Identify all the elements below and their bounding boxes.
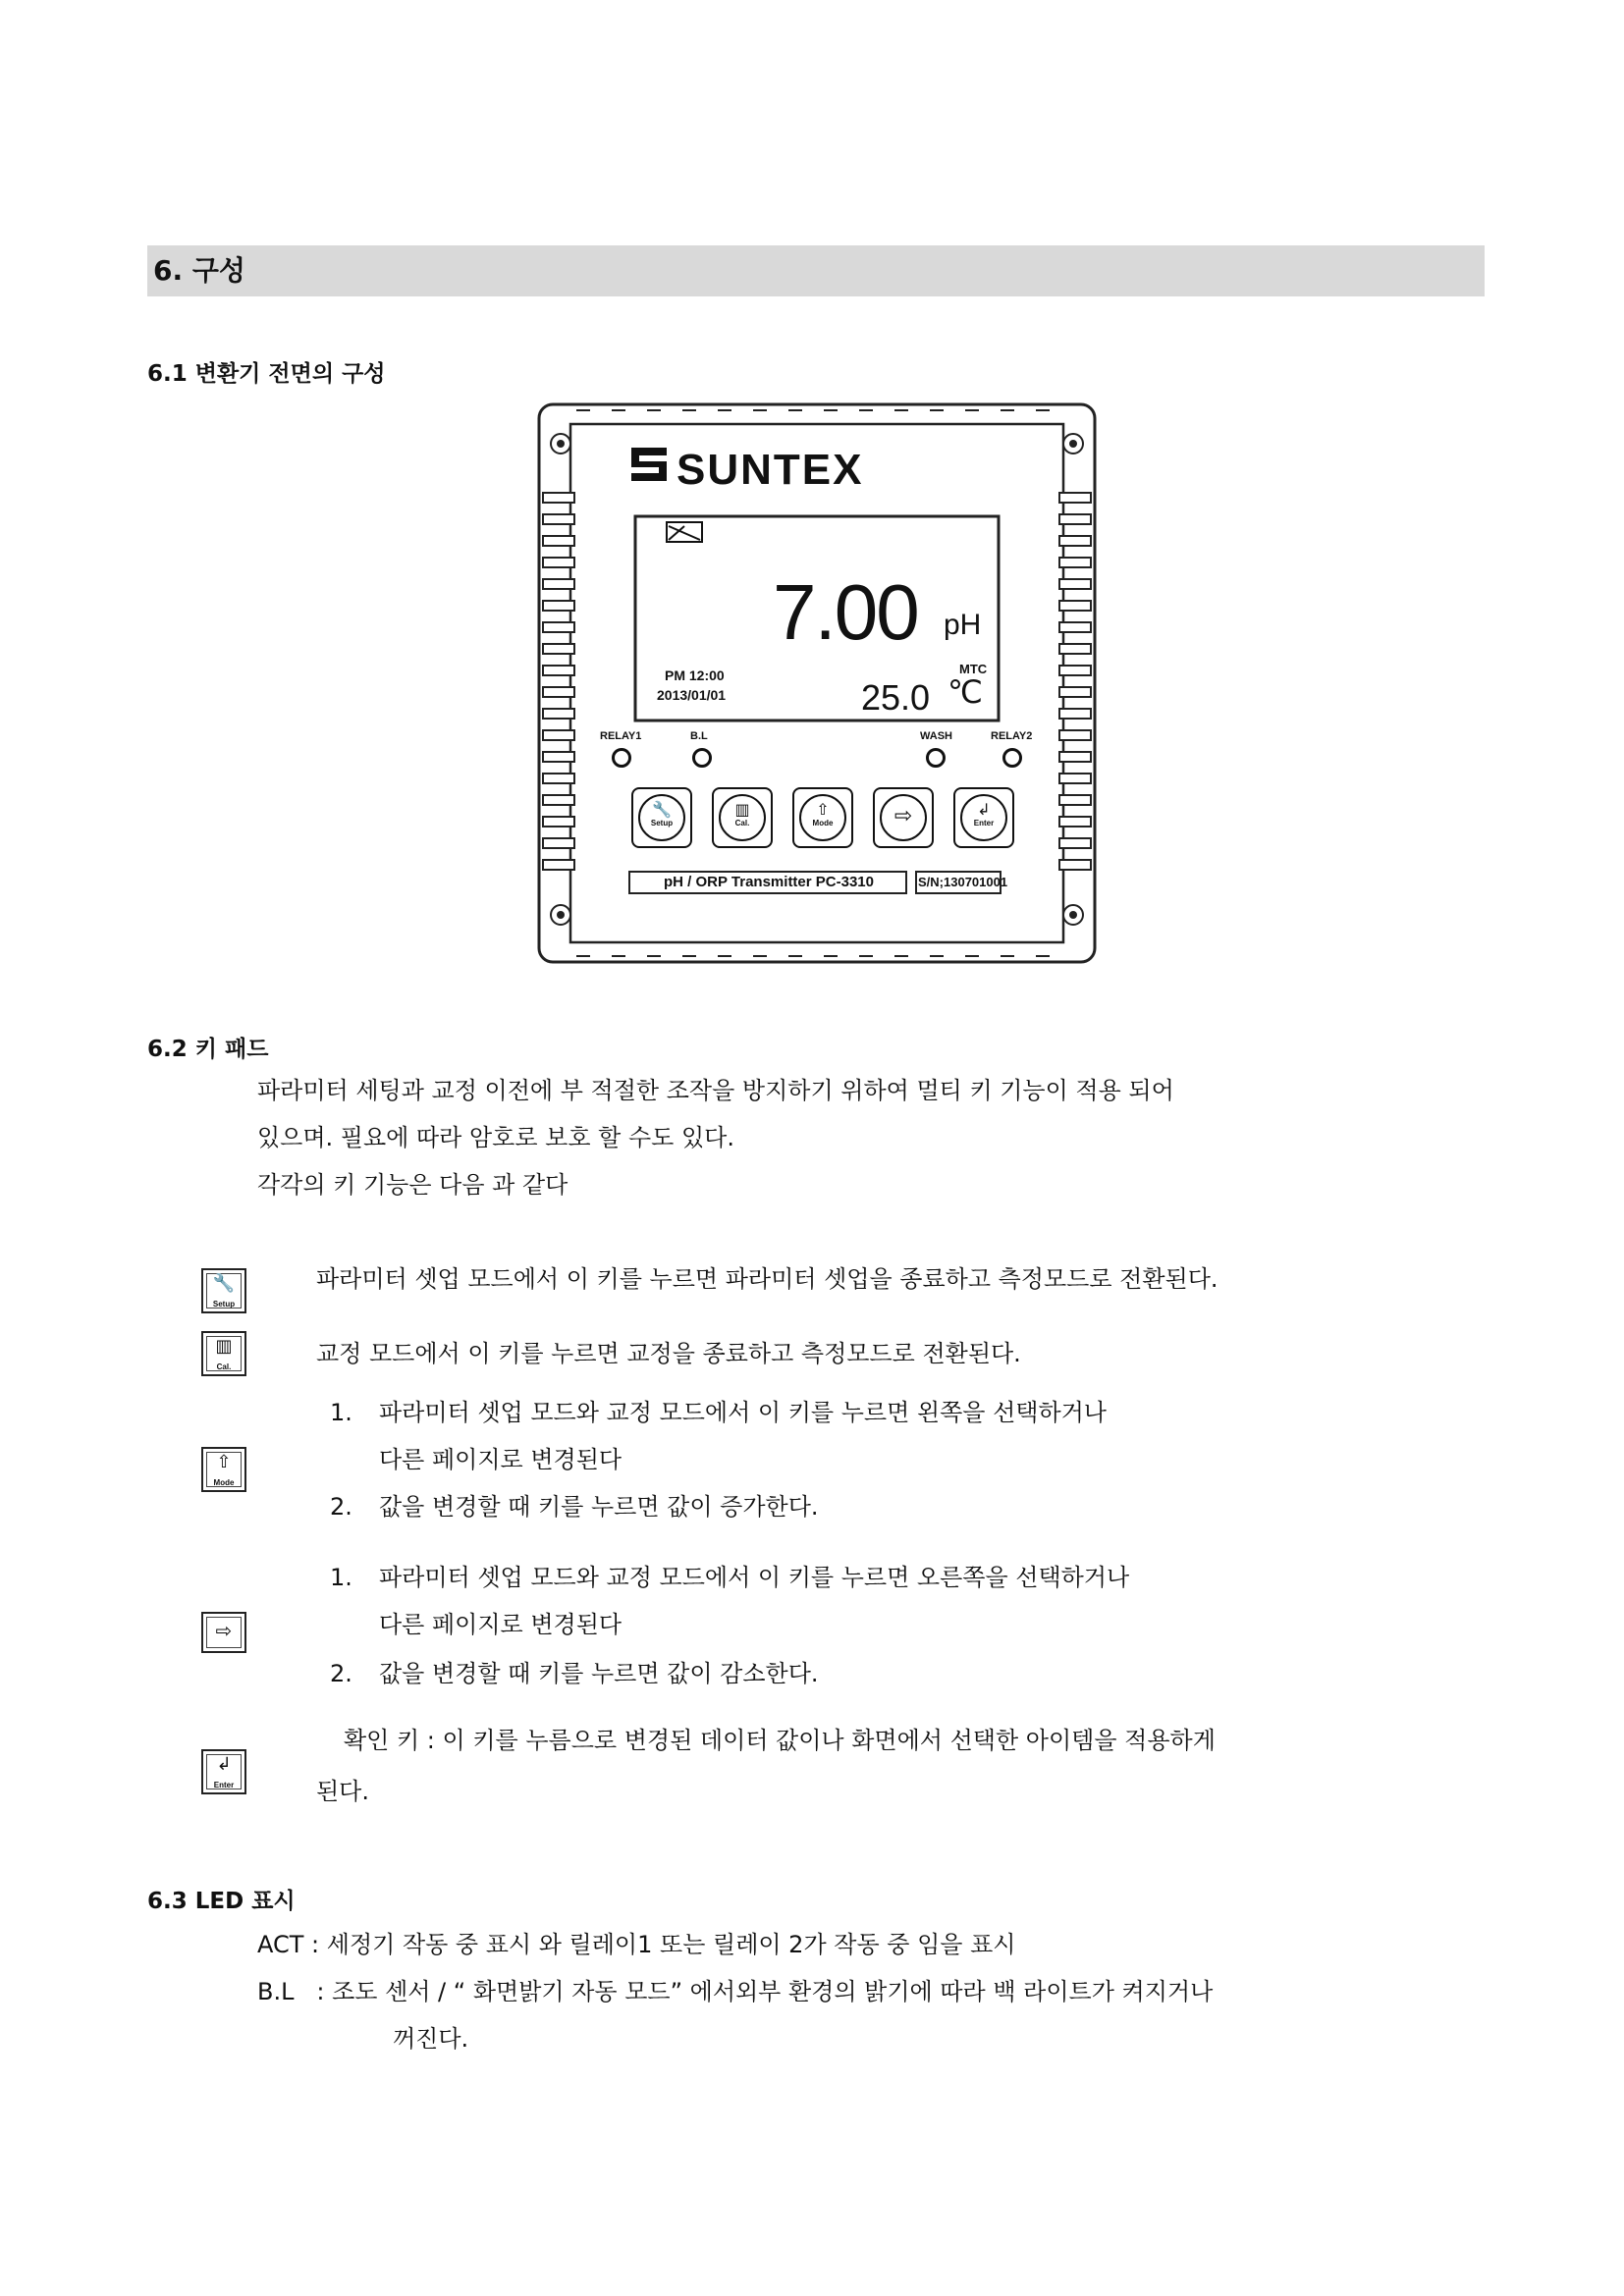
sensor-icon: ▥ xyxy=(215,1336,233,1357)
wrench-icon: 🔧 xyxy=(212,1273,236,1294)
setup-key-description: 파라미터 셋업 모드에서 이 키를 누르면 파라미터 셋업을 종료하고 측정모드로 전환된다. xyxy=(316,1265,1218,1293)
keypad-intro-line1: 파라미터 세팅과 교정 이전에 부 적절한 조작을 방지하기 위하여 멀티 키 기능이 적용 되어 xyxy=(257,1077,1174,1104)
subsection-6-3-title: 6.3 LED 표시 xyxy=(147,1889,296,1914)
lcd-main-value: 7.00 xyxy=(773,568,918,656)
enter-arrow-icon: ↲ xyxy=(977,800,991,819)
cal-key-icon: ▥ Cal. xyxy=(201,1331,246,1376)
mode-key-item2-text: 값을 변경할 때 키를 누르면 값이 증가한다. xyxy=(379,1493,819,1521)
device-cal-key[interactable]: ▥ Cal. xyxy=(712,787,773,848)
enter-arrow-icon: ↲ xyxy=(216,1754,232,1775)
right-key-item2-number: 2. xyxy=(330,1660,352,1687)
device-right-key[interactable] xyxy=(873,787,934,848)
led-bl-description: B.L : 조도 센서 / “ 화면밝기 자동 모드” 에서외부 환경의 밝기에 따라 백 라이트가 켜지거나 xyxy=(257,1978,1214,2005)
mode-key-item2-number: 2. xyxy=(330,1493,352,1521)
lcd-unit: pH xyxy=(944,609,982,641)
model-label: pH / ORP Transmitter PC-3310 xyxy=(664,874,874,890)
lcd-temp-mode: MTC xyxy=(959,662,988,676)
lcd-temperature-unit: ℃ xyxy=(947,674,983,710)
device-enter-key[interactable]: ↲ Enter xyxy=(953,787,1014,848)
led-act-description: ACT : 세정기 작동 중 표시 와 릴레이1 또는 릴레이 2가 작동 중 임을 표시 xyxy=(257,1931,1016,1958)
setup-key-icon: 🔧 Setup xyxy=(201,1268,246,1313)
mode-key-item1-text: 파라미터 셋업 모드와 교정 모드에서 이 키를 누르면 왼쪽을 선택하거나 xyxy=(379,1399,1107,1426)
keypad-intro-line2: 있으며. 필요에 따라 암호로 보호 할 수도 있다. xyxy=(257,1124,734,1151)
serial-label: S/N;130701001 xyxy=(918,875,1008,889)
device-setup-key[interactable]: 🔧 Setup xyxy=(631,787,692,848)
mode-key-item1-number: 1. xyxy=(330,1399,352,1426)
subsection-6-1-title: 6.1 변환기 전면의 구성 xyxy=(147,361,386,387)
right-key-item1-number: 1. xyxy=(330,1564,352,1591)
subsection-6-2-title: 6.2 키 패드 xyxy=(147,1037,269,1062)
right-key-item2-text: 값을 변경할 때 키를 누르면 값이 감소한다. xyxy=(379,1660,819,1687)
section-heading: 6. 구성 xyxy=(147,245,1485,296)
sensor-icon: ▥ xyxy=(734,800,750,819)
lcd-time: PM 12:00 xyxy=(665,667,725,683)
led-label-relay2: RELAY2 xyxy=(991,730,1033,742)
cal-key-description: 교정 모드에서 이 키를 누르면 교정을 종료하고 측정모드로 전환된다. xyxy=(316,1340,1021,1367)
led-bl-description-continuation: 꺼진다. xyxy=(393,2025,469,2053)
wrench-icon: 🔧 xyxy=(652,800,672,819)
lcd-temperature: 25.0 xyxy=(861,677,931,718)
right-arrow-icon: ⇨ xyxy=(215,1619,233,1642)
enter-key-description-line1: 확인 키 : 이 키를 누름으로 변경된 데이터 값이나 화면에서 선택한 아이템을 적용하게 xyxy=(344,1727,1216,1754)
keypad-intro-line3: 각각의 키 기능은 다음 과 같다 xyxy=(257,1171,568,1199)
transmitter-front-panel xyxy=(537,402,1097,964)
led-bl xyxy=(692,748,712,768)
up-arrow-icon: ⇧ xyxy=(216,1452,232,1472)
brand-logo: SUNTEX xyxy=(677,446,864,494)
led-relay2 xyxy=(1002,748,1022,768)
mode-key-item1-continuation: 다른 페이지로 변경된다 xyxy=(379,1446,623,1473)
right-arrow-icon: ⇨ xyxy=(893,804,913,828)
right-arrow-key-icon xyxy=(201,1612,246,1653)
up-arrow-icon: ⇧ xyxy=(816,800,830,819)
enter-key-description-line2: 된다. xyxy=(316,1778,369,1805)
led-wash xyxy=(926,748,946,768)
enter-key-icon: ↲ Enter xyxy=(201,1749,246,1794)
led-label-wash: WASH xyxy=(920,730,952,742)
led-relay1 xyxy=(612,748,631,768)
mode-key-icon: ⇧ Mode xyxy=(201,1447,246,1492)
right-key-item1-continuation: 다른 페이지로 변경된다 xyxy=(379,1611,623,1638)
led-label-bl: B.L xyxy=(690,730,708,742)
led-label-relay1: RELAY1 xyxy=(600,730,642,742)
device-mode-key[interactable]: ⇧ Mode xyxy=(792,787,853,848)
right-key-item1-text: 파라미터 셋업 모드와 교정 모드에서 이 키를 누르면 오른쪽을 선택하거나 xyxy=(379,1564,1130,1591)
lcd-date: 2013/01/01 xyxy=(657,687,727,703)
